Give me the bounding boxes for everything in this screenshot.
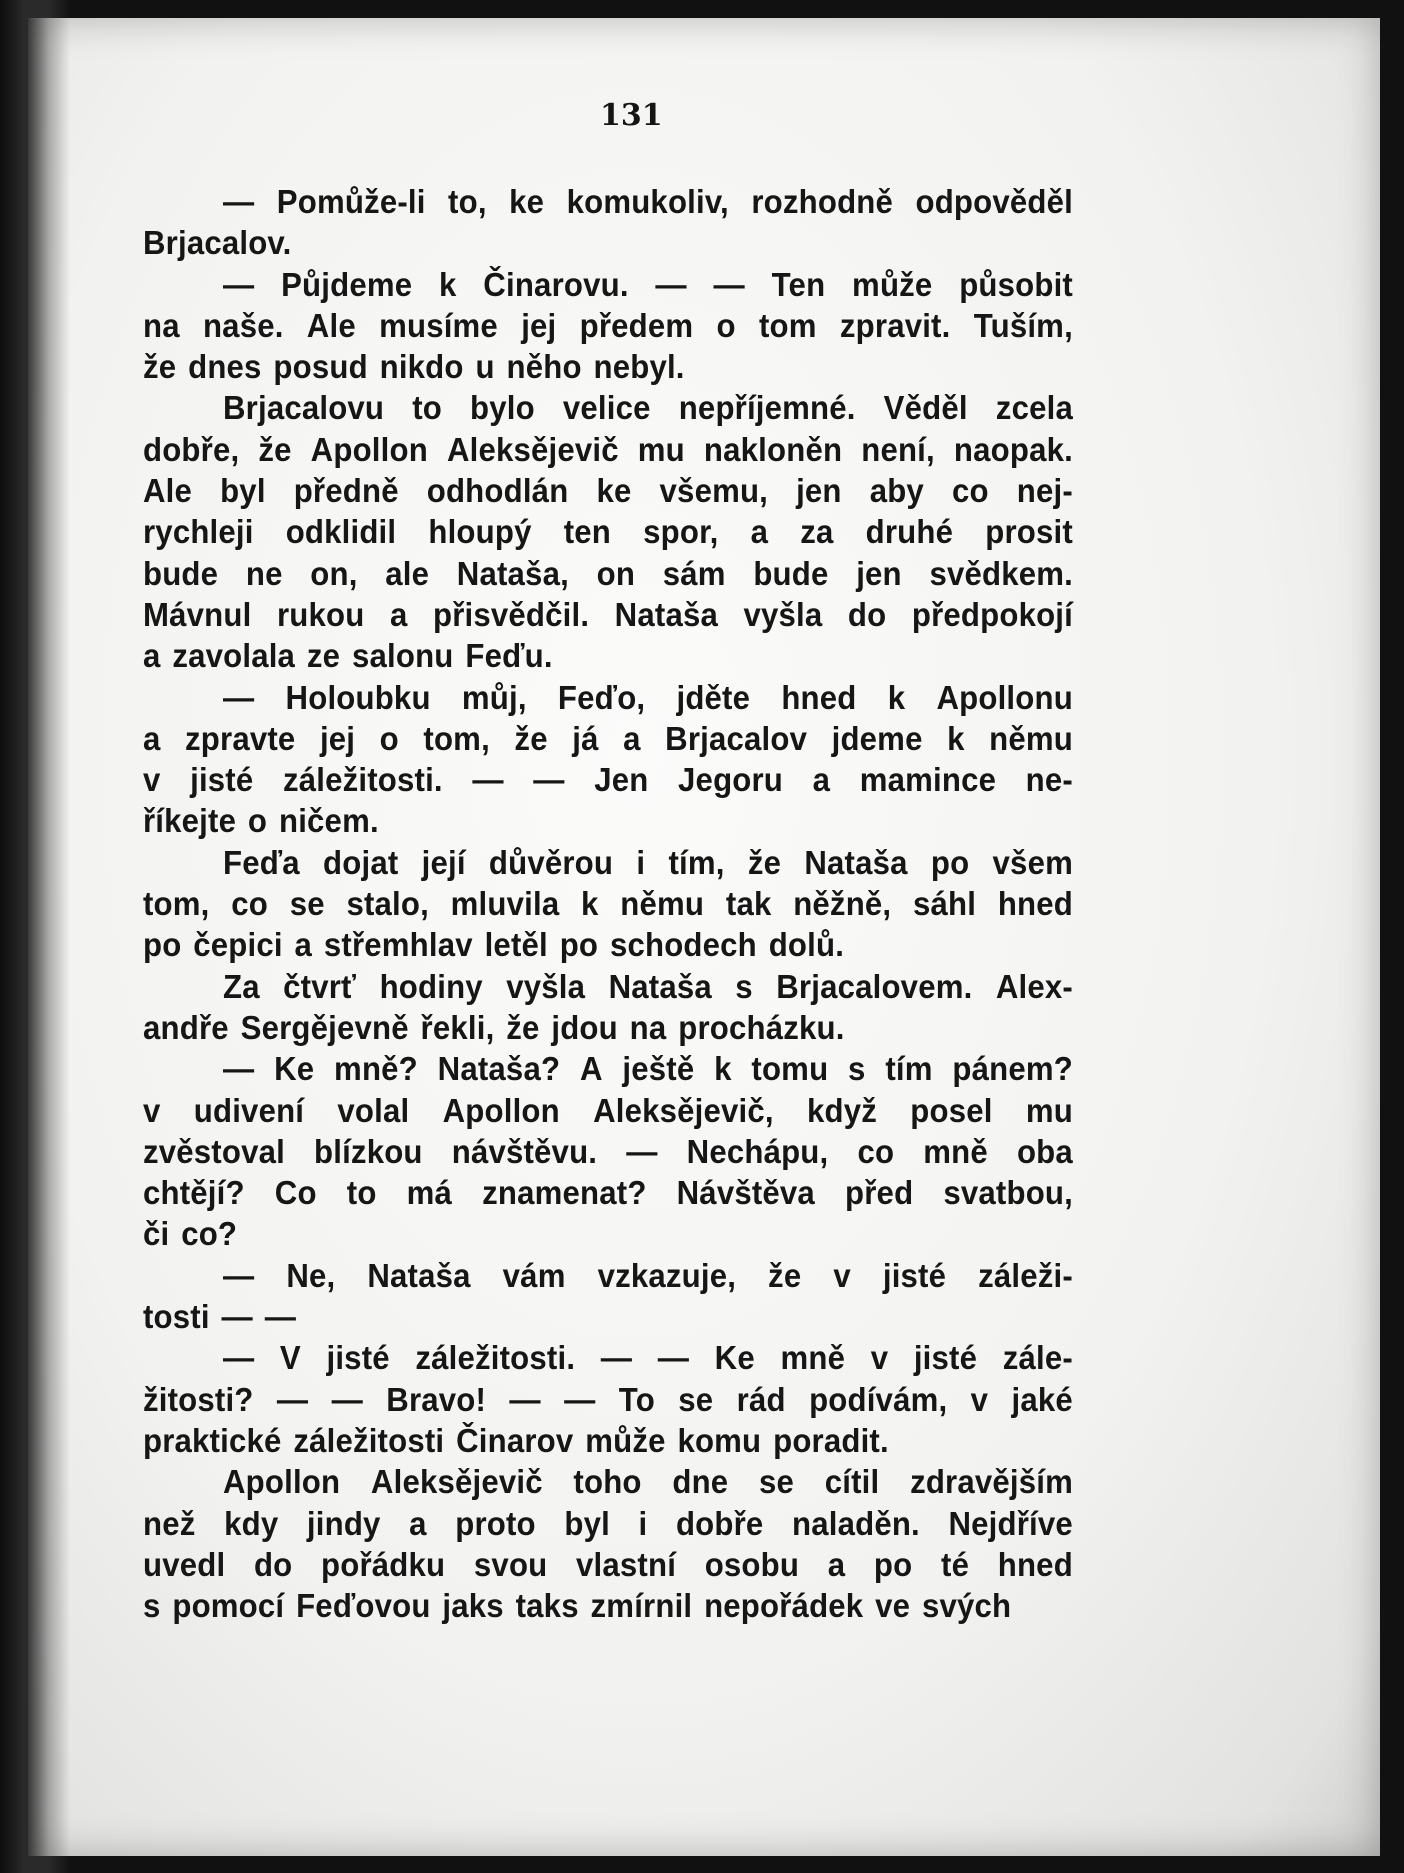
- text-line: či co?: [143, 1216, 238, 1254]
- text-line: — Ke mně? Nataša? A ještě k tomu s tím pánem?: [222, 1051, 1073, 1089]
- text-line: Mávnul rukou a přisvědčil. Nataša vyšla do předpokojí: [143, 596, 1073, 634]
- text-line: dobře, že Apollon Aleksějevič mu nakloněn není, naopak.: [143, 431, 1073, 469]
- text-line: v udivení volal Apollon Aleksějevič, když posel mu: [143, 1092, 1073, 1130]
- body-text: [143, 182, 1073, 1627]
- text-line: — V jisté záležitosti. — — Ke mně v jisté zále-: [222, 1340, 1073, 1378]
- text-line: říkejte o ničem.: [143, 803, 379, 841]
- text-line: v jisté záležitosti. — — Jen Jegoru a mamince ne-: [143, 762, 1073, 800]
- text-line: — Holoubku můj, Feďo, jděte hned k Apollonu: [222, 679, 1073, 717]
- text-line: žitosti? — — Bravo! — — To se rád podívám, v jaké: [143, 1381, 1073, 1419]
- text-line: Feďa dojat její důvěrou i tím, že Nataša po všem: [222, 844, 1073, 882]
- text-line: po čepici a střemhlav letěl po schodech dolů.: [143, 927, 845, 965]
- text-line: zvěstoval blízkou návštěvu. — Nechápu, co mně oba: [143, 1133, 1073, 1171]
- text-line: chtějí? Co to má znamenat? Návštěva před svatbou,: [143, 1175, 1073, 1213]
- text-line: že dnes posud nikdo u něho nebyl.: [143, 349, 685, 387]
- text-line: praktické záležitosti Činarov může komu poradit.: [143, 1422, 889, 1460]
- text-line: — Ne, Nataša vám vzkazuje, že v jisté záleži-: [222, 1257, 1073, 1295]
- text-line: na naše. Ale musíme jej předem o tom zpravit. Tuším,: [143, 307, 1073, 345]
- binding-shadow: [0, 0, 70, 1873]
- text-line: andře Sergějevně řekli, že jdou na procházku.: [143, 1009, 845, 1047]
- text-line: než kdy jindy a proto byl i dobře naladěn. Nejdříve: [143, 1505, 1073, 1543]
- text-line: rychleji odklidil hloupý ten spor, a za druhé prosit: [143, 514, 1073, 552]
- text-line: uvedl do pořádku svou vlastní osobu a po té hned: [143, 1546, 1073, 1584]
- text-line: Brjacalov.: [143, 225, 292, 263]
- text-line: — Půjdeme k Činarovu. — — Ten může působit: [222, 266, 1073, 304]
- text-line: — Pomůže-li to, ke komukoliv, rozhodně odpověděl: [222, 184, 1073, 221]
- text-line: tom, co se stalo, mluvila k němu tak něžně, sáhl hned: [143, 886, 1073, 924]
- text-line: a zpravte jej o tom, že já a Brjacalov jdeme k němu: [143, 720, 1073, 758]
- text-line: Apollon Aleksějevič toho dne se cítil zdravějším: [222, 1464, 1073, 1502]
- text-line: s pomocí Feďovou jaks taks zmírnil nepořádek ve svých: [143, 1588, 1012, 1626]
- text-line: tosti — —: [143, 1299, 297, 1337]
- page-number: 131: [600, 98, 663, 133]
- text-line: Brjacalovu to bylo velice nepříjemné. Věděl zcela: [222, 390, 1073, 428]
- text-line: Ale byl předně odhodlán ke všemu, jen aby co nej-: [143, 473, 1073, 511]
- text-line: Za čtvrť hodiny vyšla Nataša s Brjacalovem. Alex-: [222, 968, 1073, 1006]
- text-line: bude ne on, ale Nataša, on sám bude jen svědkem.: [143, 555, 1073, 593]
- text-line: a zavolala ze salonu Feďu.: [143, 638, 553, 676]
